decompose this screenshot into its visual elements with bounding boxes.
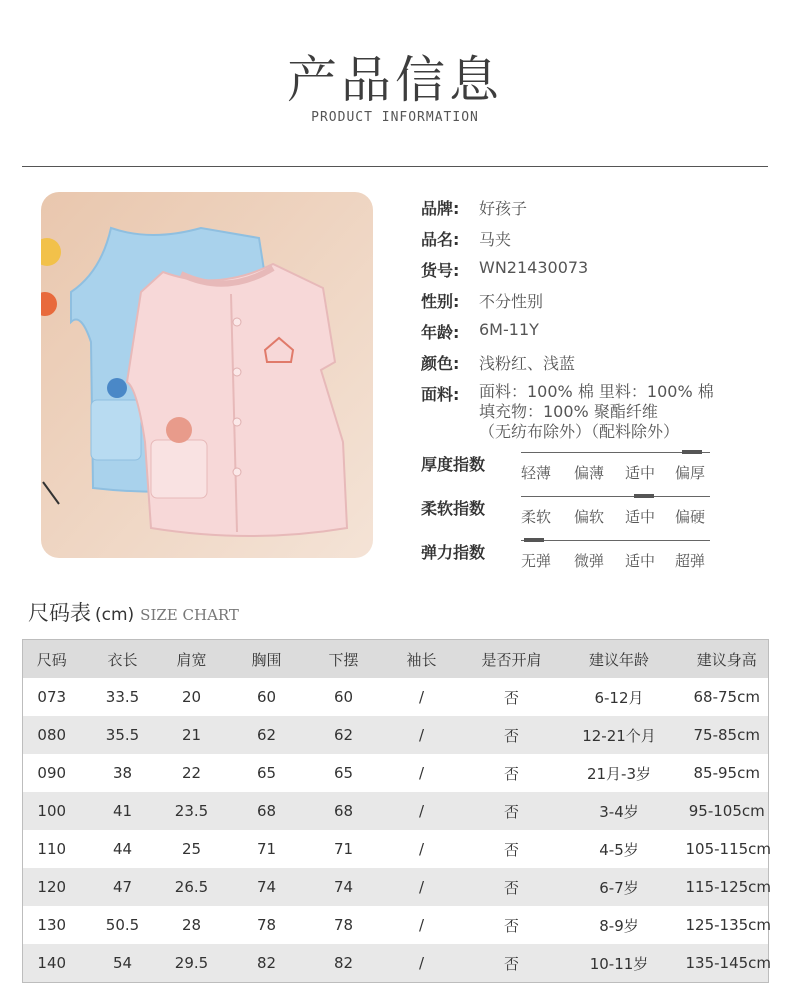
spec-fabric-line-2: 填充物：100% 聚酯纤维	[479, 402, 658, 421]
table-cell: 22	[181, 764, 202, 782]
spec-fabric-line-3: （无纺布除外）（配料除外）	[479, 422, 680, 441]
table-row	[23, 792, 769, 830]
spec-age-value: 6M-11Y	[479, 320, 539, 339]
table-cell: 125-135cm	[685, 916, 772, 934]
table-cell: 否	[503, 954, 519, 973]
table-cell: 6-12月	[594, 688, 644, 707]
softness-index-scale	[521, 496, 710, 497]
table-cell: 54	[112, 954, 133, 972]
table-cell: /	[418, 764, 425, 782]
table-row	[23, 716, 769, 754]
size-chart-title	[28, 597, 239, 627]
table-cell: 47	[112, 878, 133, 896]
table-cell: 21月-3岁	[586, 764, 652, 783]
table-cell: 28	[181, 916, 202, 934]
thickness-option: 偏薄	[574, 464, 605, 482]
table-cell: 38	[112, 764, 133, 782]
column-header: 建议身高	[696, 650, 757, 669]
softness-index	[421, 496, 721, 536]
spec-product-name-value: 马夹	[479, 230, 512, 249]
softness-option: 柔软	[521, 508, 552, 526]
table-cell: 25	[181, 840, 202, 858]
column-header: 尺码	[36, 650, 67, 669]
table-row	[23, 678, 769, 716]
column-header: 肩宽	[176, 650, 207, 669]
spec-fabric-line-1: 面料：100% 棉 里料：100% 棉	[479, 382, 714, 401]
spec-product-name-label: 品名:	[421, 230, 460, 249]
thickness-index	[421, 452, 721, 492]
table-cell: /	[418, 878, 425, 896]
table-cell: 3-4岁	[599, 802, 639, 821]
table-cell: 35.5	[105, 726, 140, 744]
table-cell: 8-9岁	[599, 916, 639, 935]
elasticity-option: 超弹	[675, 552, 706, 570]
size-chart-title-en: SIZE CHART	[140, 606, 239, 624]
table-cell: 073	[37, 688, 67, 706]
size-chart-table	[22, 639, 772, 983]
table-cell: 4-5岁	[599, 840, 639, 859]
table-row	[23, 944, 769, 983]
table-cell: 105-115cm	[685, 840, 772, 858]
table-cell: 78	[333, 916, 354, 934]
softness-index-label: 柔软指数	[421, 499, 486, 518]
header-divider	[22, 166, 768, 167]
table-cell: 50.5	[105, 916, 140, 934]
spec-brand-value: 好孩子	[479, 199, 528, 218]
table-cell: 否	[503, 764, 519, 783]
column-header: 袖长	[406, 650, 437, 669]
table-cell: 82	[256, 954, 277, 972]
column-header: 是否开肩	[481, 650, 542, 669]
table-cell: 65	[333, 764, 354, 782]
table-cell: 65	[256, 764, 277, 782]
elasticity-option: 无弹	[521, 552, 552, 570]
elasticity-index-marker	[524, 538, 544, 542]
softness-index-marker	[634, 494, 654, 498]
table-cell: 否	[503, 840, 519, 859]
elasticity-index-label: 弹力指数	[421, 543, 486, 562]
column-header: 胸围	[251, 650, 282, 669]
table-cell: /	[418, 726, 425, 744]
page-subtitle: PRODUCT INFORMATION	[311, 110, 479, 125]
table-row	[23, 754, 769, 792]
table-cell: 41	[112, 802, 133, 820]
table-cell: 20	[181, 688, 202, 706]
table-cell: 否	[503, 916, 519, 935]
table-cell: /	[418, 916, 425, 934]
table-cell: 135-145cm	[685, 954, 772, 972]
elasticity-index-scale	[521, 540, 710, 541]
table-cell: 12-21个月	[582, 726, 656, 745]
table-cell: 29.5	[174, 954, 209, 972]
table-cell: 68	[333, 802, 354, 820]
table-cell: /	[418, 802, 425, 820]
table-cell: 否	[503, 688, 519, 707]
table-cell: 100	[37, 802, 67, 820]
size-chart-title-text: 尺码表	[28, 601, 91, 625]
spec-gender-label: 性别:	[421, 292, 460, 311]
column-header: 衣长	[107, 650, 138, 669]
table-row	[23, 830, 769, 868]
table-cell: 62	[256, 726, 277, 744]
table-cell: 68-75cm	[693, 688, 760, 706]
table-cell: 71	[256, 840, 277, 858]
table-cell: 82	[333, 954, 354, 972]
table-cell: 080	[37, 726, 67, 744]
table-cell: 090	[37, 764, 67, 782]
spec-brand-label: 品牌:	[421, 199, 460, 218]
softness-option: 偏硬	[675, 508, 706, 526]
elasticity-option: 微弹	[574, 552, 605, 570]
table-cell: /	[418, 840, 425, 858]
spec-fabric-label: 面料:	[421, 385, 460, 404]
spec-item-number-value: WN21430073	[479, 258, 589, 277]
softness-option: 适中	[625, 508, 656, 526]
table-row	[23, 868, 769, 906]
table-cell: 95-105cm	[688, 802, 765, 820]
table-cell: 71	[333, 840, 354, 858]
elasticity-option: 适中	[625, 552, 656, 570]
thickness-index-marker	[682, 450, 702, 454]
table-cell: 否	[503, 802, 519, 821]
table-cell: 74	[333, 878, 354, 896]
table-row	[23, 906, 769, 944]
table-cell: 10-11岁	[589, 954, 649, 973]
table-cell: 115-125cm	[685, 878, 772, 896]
spec-item-number-label: 货号:	[421, 261, 460, 280]
page-title: 产品信息	[287, 51, 503, 109]
table-cell: 85-95cm	[693, 764, 760, 782]
table-cell: 60	[333, 688, 354, 706]
table-cell: 74	[256, 878, 277, 896]
size-chart-header-row	[23, 640, 769, 679]
table-cell: 否	[503, 726, 519, 745]
table-cell: 75-85cm	[693, 726, 760, 744]
elasticity-index	[421, 540, 721, 580]
table-cell: 68	[256, 802, 277, 820]
spec-age-label: 年龄:	[421, 323, 460, 342]
table-cell: 140	[37, 954, 67, 972]
spec-gender-value: 不分性别	[479, 292, 544, 311]
spec-color-label: 颜色:	[421, 354, 460, 373]
column-header: 建议年龄	[588, 650, 649, 669]
column-header: 下摆	[328, 650, 359, 669]
product-photo	[41, 192, 373, 558]
size-chart-unit: (cm)	[95, 605, 135, 625]
table-cell: 26.5	[174, 878, 209, 896]
thickness-option: 适中	[625, 464, 656, 482]
table-cell: 60	[256, 688, 277, 706]
thickness-option: 轻薄	[521, 464, 552, 482]
thickness-option: 偏厚	[675, 464, 706, 482]
spec-color-value: 浅粉红、浅蓝	[479, 354, 576, 373]
table-cell: /	[418, 688, 425, 706]
table-cell: /	[418, 954, 425, 972]
softness-option: 偏软	[574, 508, 605, 526]
thickness-index-label: 厚度指数	[421, 455, 486, 474]
table-cell: 否	[503, 878, 519, 897]
table-cell: 62	[333, 726, 354, 744]
table-cell: 21	[181, 726, 202, 744]
table-cell: 44	[112, 840, 133, 858]
table-cell: 23.5	[174, 802, 209, 820]
table-cell: 33.5	[105, 688, 140, 706]
table-cell: 110	[37, 840, 67, 858]
table-cell: 130	[37, 916, 67, 934]
table-cell: 6-7岁	[599, 878, 639, 897]
table-cell: 78	[256, 916, 277, 934]
table-cell: 120	[37, 878, 67, 896]
